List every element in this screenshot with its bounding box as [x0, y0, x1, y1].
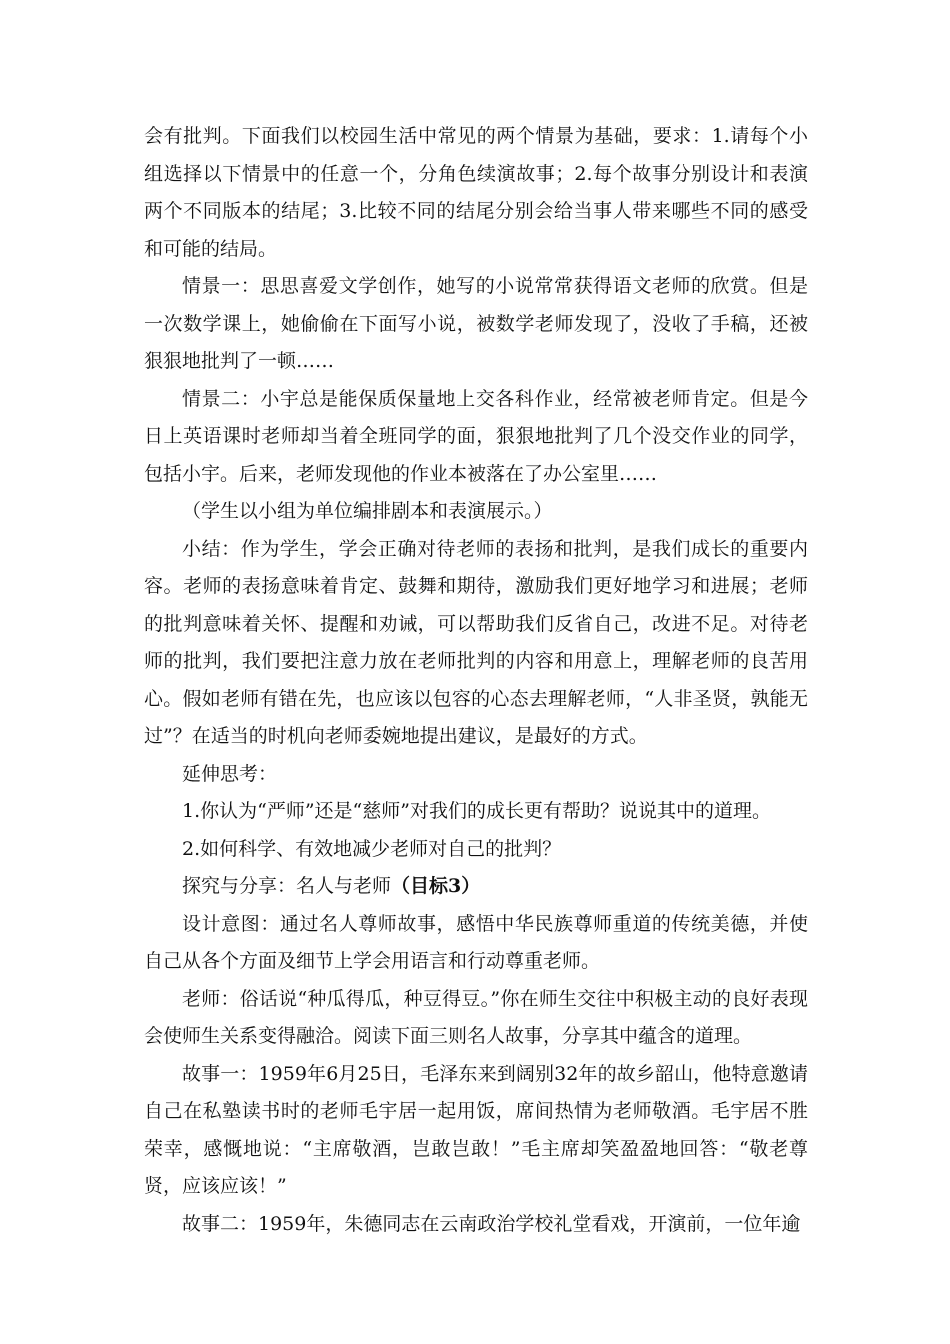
paragraph-summary: 小结：作为学生，学会正确对待老师的表扬和批判，是我们成长的重要内容。老师的表扬意味着肯定、鼓舞和期待，激励我们更好地学习和进展；老师的批判意味着关怀、提醒和劝诫，可以帮助我们反省自己，改进不足。对待老师的批判，我们要把注意力放在老师批判的内容和用意上，理解老师的良苦用心。假如老师有错在先，也应该以包容的心态去理解老师，“人非圣贤，孰能无过”？在适当的时机向老师委婉地提出建议，是最好的方式。 — [144, 537, 808, 747]
paragraph-question-two: 2.如何科学、有效地减少老师对自己的批判？ — [182, 837, 562, 860]
document-body — [144, 118, 808, 1243]
paragraph-question-one: 1.你认为“严师”还是“慈师”对我们的成长更有帮助？说说其中的道理。 — [182, 800, 771, 822]
paragraph-story-two: 故事二：1959年，朱德同志在云南政治学校礼堂看戏，开演前，一位年逾 — [182, 1212, 801, 1235]
explore-share-title: 探究与分享：名人与老师 — [182, 875, 392, 897]
paragraph-activity-requirements: 会有批判。下面我们以校园生活中常见的两个情景为基础，要求：1.请每个小组选择以下情景中的任意一个，分角色续演故事；2.每个故事分别设计和表演两个不同版本的结尾；3.比较不同的结尾分别会给当事人带来哪些不同的感受和可能的结局。 — [144, 125, 808, 260]
paragraph-scenario-two: 情景二：小宇总是能保质保量地上交各科作业，经常被老师肯定。但是今日上英语课时老师却当着全班同学的面，狠狠地批判了几个没交作业的同学，包括小宇。后来，老师发现他的作业本被落在了办公室里…… — [144, 387, 808, 485]
paragraph-student-activity: （学生以小组为单位编排剧本和表演展示。） — [182, 500, 553, 522]
objective-tag: （目标3） — [391, 875, 481, 897]
paragraph-scenario-one: 情景一：思思喜爱文学创作，她写的小说常常获得语文老师的欣赏。但是一次数学课上，她偷偷在下面写小说，被数学老师发现了，没收了手稿，还被狠狠地批判了一顿…… — [144, 275, 808, 372]
paragraph-extended-thinking-heading: 延伸思考： — [182, 762, 278, 785]
paragraph-teacher-intro: 老师：俗话说“种瓜得瓜，种豆得豆。”你在师生交往中积极主动的良好表现会使师生关系变得融洽。阅读下面三则名人故事，分享其中蕴含的道理。 — [144, 987, 808, 1047]
paragraph-design-intent: 设计意图：通过名人尊师故事，感悟中华民族尊师重道的传统美德，并使自己从各个方面及细节上学会用语言和行动尊重老师。 — [144, 912, 808, 972]
paragraph-explore-share-heading — [144, 868, 808, 906]
paragraph-story-one: 故事一：1959年6月25日，毛泽东来到阔别32年的故乡韶山，他特意邀请自己在私塾读书时的老师毛宇居一起用饭，席间热情为老师敬酒。毛宇居不胜荣幸，感慨地说：“主席敬酒，岂敢岂敢！”毛主席却笑盈盈地回答：“敬老尊贤，应该应该！” — [144, 1062, 808, 1197]
